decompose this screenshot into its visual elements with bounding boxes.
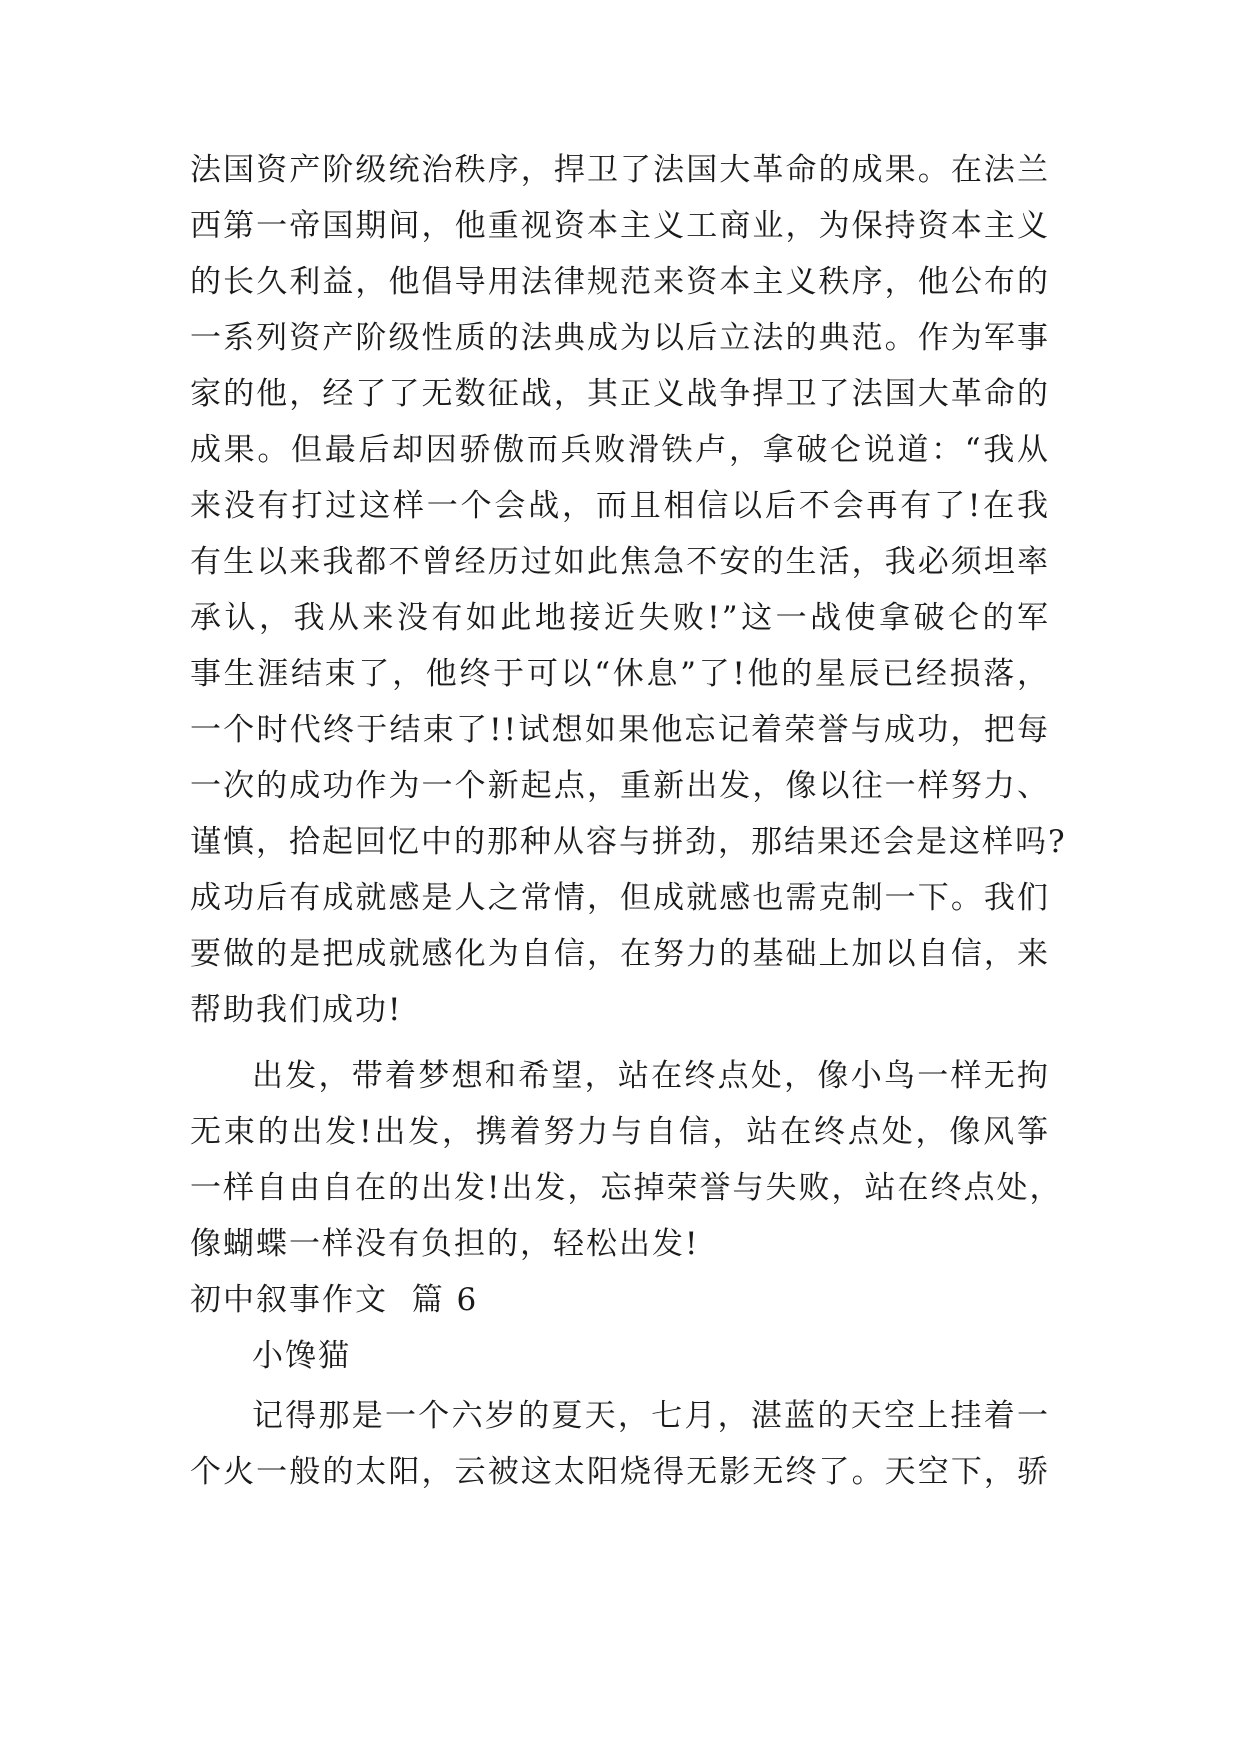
- text-line: 一次的成功作为一个新起点，重新出发，像以往一样努力、: [190, 768, 1050, 804]
- text-line: 的长久利益，他倡导用法律规范来资本主义秩序，他公布的: [190, 264, 1050, 300]
- text-line: 一个时代终于结束了!!试想如果他忘记着荣誉与成功，把每: [190, 712, 1050, 748]
- text-line: 成果。但最后却因骄傲而兵败滑铁卢，拿破仑说道：“我从: [190, 432, 1050, 468]
- text-line: 有生以来我都不曾经历过如此焦急不安的生活，我必须坦率: [190, 544, 1050, 580]
- text-line: 成功后有成就感是人之常情，但成就感也需克制一下。我们: [190, 880, 1050, 916]
- text-line: 家的他，经了了无数征战，其正义战争捍卫了法国大革命的: [190, 376, 1050, 412]
- text-line: 西第一帝国期间，他重视资本主义工商业，为保持资本主义: [190, 208, 1050, 244]
- text-line: 一系列资产阶级性质的法典成为以后立法的典范。作为军事: [190, 320, 1050, 356]
- text-line: 法国资产阶级统治秩序，捍卫了法国大革命的成果。在法兰: [190, 152, 1050, 188]
- text-line: 一样自由自在的出发!出发，忘掉荣誉与失败，站在终点处，: [190, 1170, 1063, 1206]
- text-line: 承认，我从来没有如此地接近失败!”这一战使拿破仑的军: [190, 600, 1050, 636]
- text-line: 要做的是把成就感化为自信，在努力的基础上加以自信，来: [190, 936, 1050, 972]
- text-line: 谨慎，拾起回忆中的那种从容与拼劲，那结果还会是这样吗?: [190, 824, 1067, 860]
- text-line: 出发，带着梦想和希望，站在终点处，像小鸟一样无拘: [252, 1058, 1050, 1094]
- text-line: 事生涯结束了，他终于可以“休息”了!他的星辰已经损落，: [190, 656, 1050, 692]
- text-line: 记得那是一个六岁的夏天，七月，湛蓝的天空上挂着一: [252, 1398, 1050, 1434]
- text-line: 帮助我们成功!: [190, 992, 403, 1028]
- text-line: 个火一般的太阳，云被这太阳烧得无影无终了。天空下，骄: [190, 1454, 1050, 1490]
- essay-title: 小馋猫: [252, 1338, 351, 1374]
- text-line: 来没有打过这样一个会战，而且相信以后不会再有了!在我: [190, 488, 1050, 524]
- text-line: 无束的出发!出发，携着努力与自信，站在终点处，像风筝: [190, 1114, 1050, 1150]
- text-line: 像蝴蝶一样没有负担的，轻松出发!: [190, 1226, 700, 1262]
- section-heading: 初中叙事作文 篇 6: [190, 1282, 479, 1318]
